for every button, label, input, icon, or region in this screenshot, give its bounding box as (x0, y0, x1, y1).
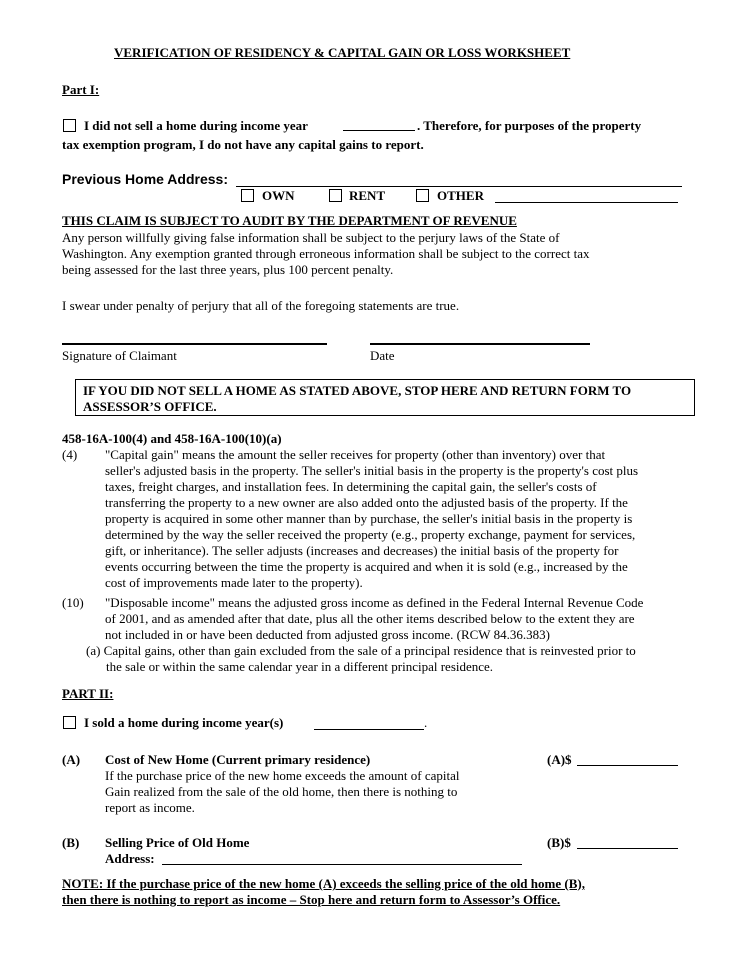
stop-notice-line: ASSESSOR’S OFFICE. (83, 399, 217, 414)
audit-text-line: Any person willfully giving false information shall be subject to the perjury laws of the State of (62, 230, 560, 245)
stop-notice-box (75, 379, 695, 416)
definition-line: the sale or within the same calendar year in a different principal residence. (106, 659, 494, 674)
law-item-number: (10) (62, 595, 84, 610)
item-a-text: If the purchase price of the new home exceeds the amount of capital (105, 768, 460, 783)
stop-notice-line: IF YOU DID NOT SELL A HOME AS STATED ABOVE, STOP HERE AND RETURN FORM TO (83, 383, 632, 398)
previous-address-label: Previous Home Address: (62, 171, 228, 187)
own-label: OWN (262, 188, 295, 203)
previous-address-field[interactable] (236, 186, 682, 187)
old-home-price-field[interactable] (577, 848, 678, 849)
sold-income-year-field[interactable] (314, 729, 424, 730)
sold-home-statement: I sold a home during income year(s) (84, 715, 284, 730)
law-item-number: (4) (62, 447, 78, 462)
rent-label: RENT (349, 188, 386, 203)
did-not-sell-statement-line2: tax exemption program, I do not have any capital gains to report. (62, 137, 424, 152)
item-a-title: Cost of New Home (Current primary residence) (105, 752, 371, 767)
part2-heading: PART II: (62, 686, 114, 701)
definition-line: "Capital gain" means the amount the seller receives for property (other than inventory) over that (105, 447, 606, 462)
own-checkbox[interactable] (241, 189, 254, 202)
note-line: NOTE: If the purchase price of the new home (A) exceeds the selling price of the old home (B), (62, 876, 585, 891)
audit-text-line: Washington. Any exemption granted through erroneous information shall be subject to the correct tax (62, 246, 590, 261)
part1-heading: Part I: (62, 82, 100, 97)
definition-line: of 2001, and as amended after that date, plus all the other items described below to the extent they are (105, 611, 635, 626)
item-b-field-label: (B)$ (547, 835, 571, 850)
did-not-sell-statement-cont: . Therefore, for purposes of the property (417, 118, 642, 133)
signature-field[interactable] (62, 343, 327, 345)
old-home-address-field[interactable] (162, 864, 522, 865)
form-title: VERIFICATION OF RESIDENCY & CAPITAL GAIN OR LOSS WORKSHEET (114, 45, 571, 60)
audit-text-line: being assessed for the last three years, plus 100 percent penalty. (62, 262, 394, 277)
capital-gain-definition (105, 447, 638, 591)
definition-line: seller's adjusted basis in the property. The seller's initial basis in the property is the property's cost plus (105, 463, 639, 478)
item-b-title: Selling Price of Old Home (105, 835, 250, 850)
item-a-field-label: (A)$ (547, 752, 572, 767)
did-not-sell-statement: I did not sell a home during income year (84, 118, 308, 133)
item-b-label: (B) (62, 835, 80, 850)
definition-line: gift, or inheritance). The seller adjusts (increases and decreases) the initial basis of the property for (105, 543, 619, 558)
other-field[interactable] (495, 202, 678, 203)
law-heading: 458-16A-100(4) and 458-16A-100(10)(a) (62, 431, 282, 446)
swear-statement: I swear under penalty of perjury that all of the foregoing statements are true. (62, 298, 460, 313)
definition-line: taxes, freight charges, and installation fees. In determining the capital gain, the seller's costs of (105, 479, 597, 494)
definition-line: not included in or have been deducted from adjusted gross income. (RCW 84.36.383) (105, 627, 550, 642)
item-a-text: Gain realized from the sale of the old home, then there is nothing to (105, 784, 458, 799)
date-label: Date (370, 348, 395, 363)
sold-home-checkbox[interactable] (63, 716, 76, 729)
did-not-sell-checkbox[interactable] (63, 119, 76, 132)
definition-line: transferring the property to a new owner are also added onto the adjusted basis of the property. If the (105, 495, 628, 510)
capital-gains-subitem (86, 643, 636, 675)
rent-checkbox[interactable] (329, 189, 342, 202)
definition-line: cost of improvements made later to the property). (105, 575, 363, 590)
definition-line: determined by the way the seller received the property (e.g., property exchange, payment for services, (105, 527, 636, 542)
new-home-cost-field[interactable] (577, 765, 678, 766)
definition-line: property is acquired in some other manner than by purchase, the seller's initial basis in the property is (105, 511, 633, 526)
date-field[interactable] (370, 343, 590, 345)
note-line: then there is nothing to report as income – Stop here and return form to Assessor’s Office. (62, 892, 561, 907)
item-a-text: report as income. (105, 800, 195, 815)
signature-label: Signature of Claimant (62, 348, 177, 363)
definition-line: (a) Capital gains, other than gain excluded from the sale of a principal residence that is reinvested prior to (86, 643, 636, 658)
disposable-income-definition (105, 595, 643, 643)
audit-heading: THIS CLAIM IS SUBJECT TO AUDIT BY THE DEPARTMENT OF REVENUE (62, 213, 517, 228)
period: . (424, 715, 428, 730)
definition-line: events occurring between the time the property is acquired and when it is sold (e.g., increased by the (105, 559, 628, 574)
item-a-label: (A) (62, 752, 81, 767)
income-year-field[interactable] (343, 130, 415, 131)
other-checkbox[interactable] (416, 189, 429, 202)
item-b-address-label: Address: (105, 851, 155, 866)
definition-line: "Disposable income" means the adjusted gross income as defined in the Federal Internal Revenue Code (105, 595, 644, 610)
other-label: OTHER (437, 188, 484, 203)
